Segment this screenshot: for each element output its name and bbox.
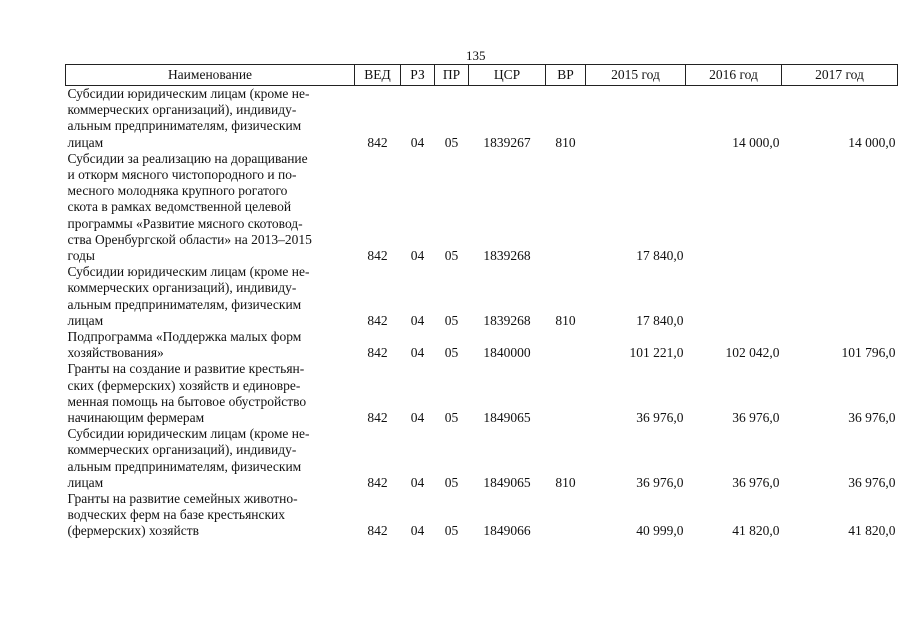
cell-y2016 [686, 151, 782, 264]
cell-ved: 842 [367, 312, 388, 328]
row-name-line: коммерческих организаций), индивиду- [67, 102, 297, 118]
cell-y2016: 41 820,0 [732, 523, 780, 539]
row-name-line: Гранты на создание и развитие крестьян- [67, 361, 305, 377]
row-name-line: Подпрограмма «Поддержка малых форм [67, 329, 302, 345]
cell-ved: 842 [367, 474, 388, 490]
header-pr: ПР [435, 65, 469, 86]
cell-rz: 04 [410, 134, 425, 150]
row-name-line: Гранты на развитие семейных животно- [67, 491, 298, 507]
cell-y2015: 17 840,0 [636, 312, 684, 328]
cell-csr: 1839268 [483, 248, 531, 264]
cell-csr: 1840000 [483, 345, 531, 361]
page-number: 135 [466, 48, 486, 63]
table-row [66, 491, 898, 540]
header-2017: 2017 год [782, 65, 898, 86]
cell-rz: 04 [410, 410, 425, 426]
row-name-line: Субсидии юридическим лицам (кроме не- [67, 86, 310, 101]
cell-pr: 05 [444, 523, 459, 539]
row-name [66, 264, 355, 329]
cell-y2016: 36 976,0 [732, 474, 780, 490]
table-row [66, 361, 898, 426]
cell-y2017 [782, 151, 898, 264]
table-row [66, 264, 898, 329]
cell-y2017 [782, 264, 898, 329]
row-name-line: начинающим фермерам [67, 410, 205, 426]
table-row [66, 426, 898, 491]
cell-csr: 1849066 [483, 523, 531, 539]
cell-pr: 05 [444, 248, 459, 264]
row-name [66, 361, 355, 426]
cell-vr: 810 [555, 134, 576, 150]
cell-y2016 [686, 264, 782, 329]
row-name-line: и откорм мясного чистопородного и по- [67, 167, 297, 183]
row-name-line: годы [67, 248, 96, 264]
header-2015: 2015 год [586, 65, 686, 86]
header-csr: ЦСР [469, 65, 546, 86]
cell-pr: 05 [444, 410, 459, 426]
header-name: Наименование [66, 65, 355, 86]
cell-csr: 1849065 [483, 474, 531, 490]
table-row [66, 151, 898, 264]
cell-rz: 04 [410, 474, 425, 490]
row-name-line: менная помощь на бытовое обустройство [67, 393, 307, 409]
cell-ved: 842 [367, 248, 388, 264]
header-vr: ВР [546, 65, 586, 86]
row-name-line: альным предпринимателям, физическим [67, 458, 302, 474]
row-name-line: коммерческих организаций), индивиду- [67, 280, 297, 296]
cell-vr [546, 491, 586, 540]
row-name-line: Субсидии юридическим лицам (кроме не- [67, 264, 310, 280]
cell-y2017: 36 976,0 [848, 474, 896, 490]
row-name-line: водческих ферм на базе крестьянских [67, 507, 286, 523]
row-name-line: лицам [67, 134, 104, 150]
cell-vr [546, 151, 586, 264]
row-name-line: скота в рамках ведомственной целевой [67, 199, 292, 215]
cell-pr: 05 [444, 345, 459, 361]
cell-y2017: 41 820,0 [848, 523, 896, 539]
row-name-line: альным предпринимателям, физическим [67, 118, 302, 134]
cell-ved: 842 [367, 410, 388, 426]
header-2016: 2016 год [686, 65, 782, 86]
cell-y2015: 36 976,0 [636, 474, 684, 490]
cell-y2017: 101 796,0 [841, 345, 896, 361]
cell-vr [546, 329, 586, 361]
row-name-line: Субсидии юридическим лицам (кроме не- [67, 426, 310, 442]
row-name-line: лицам [67, 312, 104, 328]
row-name-line: альным предпринимателям, физическим [67, 296, 302, 312]
cell-csr: 1839267 [483, 134, 531, 150]
cell-ved: 842 [367, 523, 388, 539]
cell-csr: 1849065 [483, 410, 531, 426]
cell-csr: 1839268 [483, 312, 531, 328]
row-name [66, 86, 355, 151]
row-name-line: лицам [67, 474, 104, 490]
row-name [66, 151, 355, 264]
cell-rz: 04 [410, 345, 425, 361]
cell-pr: 05 [444, 474, 459, 490]
cell-rz: 04 [410, 248, 425, 264]
row-name [66, 491, 355, 540]
header-rz: РЗ [401, 65, 435, 86]
row-name [66, 329, 355, 361]
cell-rz: 04 [410, 312, 425, 328]
cell-ved: 842 [367, 134, 388, 150]
cell-y2017: 36 976,0 [848, 410, 896, 426]
cell-y2015: 40 999,0 [636, 523, 684, 539]
header-ved: ВЕД [355, 65, 401, 86]
row-name-line: коммерческих организаций), индивиду- [67, 442, 297, 458]
cell-y2016: 14 000,0 [732, 134, 780, 150]
table-header-row [66, 65, 898, 86]
cell-rz: 04 [410, 523, 425, 539]
row-name-line: (фермерских) хозяйств [67, 523, 199, 539]
cell-vr: 810 [555, 474, 576, 490]
cell-vr: 810 [555, 312, 576, 328]
cell-y2015 [586, 86, 686, 151]
cell-y2016: 102 042,0 [725, 345, 780, 361]
row-name [66, 426, 355, 491]
row-name-line: Субсидии за реализацию на доращивание [67, 150, 308, 166]
cell-y2017: 14 000,0 [848, 134, 896, 150]
row-name-line: месного молодняка крупного рогатого [67, 183, 288, 199]
cell-vr [546, 361, 586, 426]
row-name-line: хозяйствования» [67, 345, 164, 361]
cell-ved: 842 [367, 345, 388, 361]
row-name-line: ства Оренбургской области» на 2013–2015 [67, 231, 312, 247]
row-name-line: программы «Развитие мясного скотовод- [67, 215, 303, 231]
cell-y2015: 36 976,0 [636, 410, 684, 426]
budget-table [65, 64, 898, 540]
table-row [66, 329, 898, 361]
table-row [66, 86, 898, 151]
cell-y2015: 17 840,0 [636, 248, 684, 264]
cell-pr: 05 [444, 312, 459, 328]
cell-pr: 05 [444, 134, 459, 150]
row-name-line: ских (фермерских) хозяйств и единовре- [67, 377, 301, 393]
cell-y2016: 36 976,0 [732, 410, 780, 426]
cell-y2015: 101 221,0 [629, 345, 684, 361]
